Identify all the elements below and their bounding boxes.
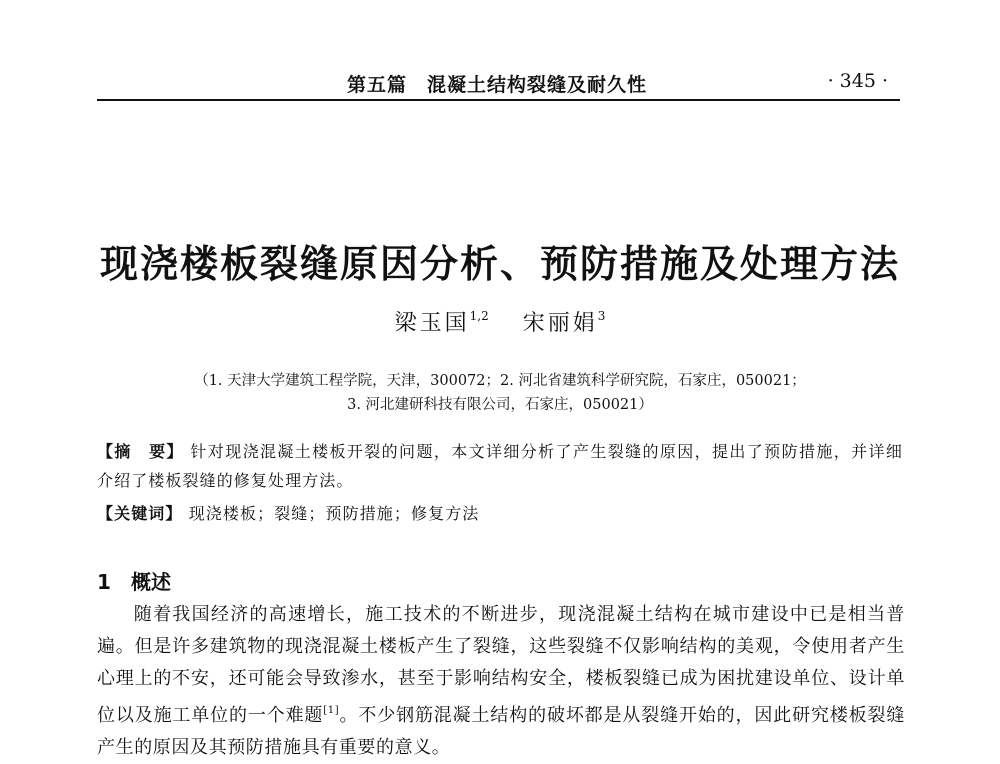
citation-mark: [1] [323,705,340,716]
abstract [97,437,903,495]
paragraph-text: 随着我国经济的高速增长，施工技术的不断进步，现浇混凝土结构在城市建设中已是相当普遍。但是许多建筑物的现浇混凝土楼板产生了裂缝，这些裂缝不仅影响结构的美观，令使用者产生心理上的不安，还可能会导致渗水，甚至于影响结构安全，楼板裂缝已成为困扰建设单位、设计单位以及施工单位的一个难题 [97,604,905,726]
running-title: 第五篇 混凝土结构裂缝及耐久性 [347,74,648,96]
page-number: · 345 · [827,70,888,92]
running-header [97,66,900,96]
section-number: 1 [97,570,111,594]
author-affiliation-mark: 3 [597,309,606,323]
body-paragraph [97,599,905,764]
author [523,306,606,337]
author-list [0,306,1000,337]
paper-title: 现浇楼板裂缝原因分析、预防措施及处理方法 [99,242,900,286]
abstract-text: 针对现浇混凝土楼板开裂的问题，本文详细分析了产生裂缝的原因，提出了预防措施，并详细介绍了楼板裂缝的修复处理方法。 [97,442,903,490]
keywords-label: 【关键词】 [97,504,183,523]
section-heading [97,566,171,595]
keywords-text: 现浇楼板；裂缝；预防措施；修复方法 [188,504,480,523]
author-name: 梁玉国 [394,311,470,336]
abstract-label: 【摘 要】 [97,442,184,461]
affiliation-line: （1. 天津大学建筑工程学院，天津，300072；2. 河北省建筑科学研究院，石家庄，050021； [194,373,806,389]
affiliation-line: 3. 河北建研科技有限公司，石家庄，050021） [347,397,653,413]
header-rule [97,99,900,101]
author-name: 宋丽娟 [522,311,598,336]
paragraph-text-continued: 。不少钢筋混凝土结构的破坏都是从裂缝开始的，因此研究楼板裂缝产生的原因及其预防措施具有重要的意义。 [97,705,905,758]
keywords [97,499,903,528]
affiliations [100,369,900,417]
author-affiliation-mark: 1,2 [469,309,489,323]
section-title: 概述 [131,570,171,594]
author [395,306,489,337]
